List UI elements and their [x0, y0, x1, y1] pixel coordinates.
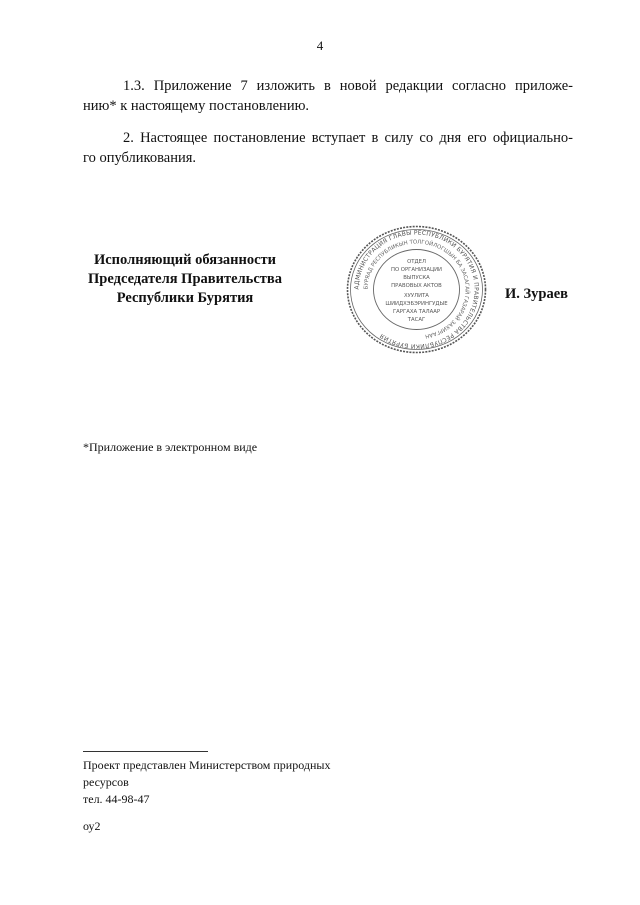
signatory-line: Исполняющий обязанности	[93, 252, 277, 268]
seal-center-text: ТАСАГ	[407, 317, 426, 323]
footer-phone: тел. 44-98-47	[83, 792, 150, 806]
seal-center-text: ХУУЛИТА	[404, 293, 429, 299]
seal-center-text: ОТДЕЛ	[407, 259, 426, 265]
official-seal-stamp	[344, 224, 489, 355]
paragraph-effective-date	[83, 128, 573, 168]
footnote: *Приложение в электронном виде	[83, 440, 258, 454]
seal-center-text: ШИИДХЭБЭРИНГУДЫЕ	[385, 301, 448, 307]
paragraph-amendment	[83, 76, 573, 116]
svg-text:БУРЯАД РЕСПУБЛИКЫН ТОЛГОЙЛОГШЫ	[363, 239, 470, 338]
footer-info	[83, 757, 373, 835]
footer-code: оу2	[83, 819, 101, 833]
signatory-title	[80, 251, 290, 308]
seal-center-text: ВЫПУСКА	[403, 275, 430, 281]
seal-outer-ring-text: АДМИНИСТРАЦИЯ ГЛАВЫ РЕСПУБЛИКИ БУРЯТИЯ И ПРАВИТЕЛЬСТВА РЕСПУБЛИКИ БУРЯТИЯ	[353, 229, 480, 350]
footer-project-line: Проект представлен Министерством природных	[83, 758, 331, 772]
seal-center-text: ПО ОРГАНИЗАЦИИ	[390, 267, 443, 273]
footer-project-line: ресурсов	[83, 775, 129, 789]
paragraph-line: нию* к настоящему постановлению.	[83, 98, 310, 114]
svg-text:АДМИНИСТРАЦИЯ ГЛАВЫ РЕСПУБЛИКИ	[353, 229, 479, 349]
footer-divider	[83, 751, 208, 752]
signatory-line: Председателя Правительства	[88, 271, 282, 287]
seal-inner-ring-text: БУРЯАД РЕСПУБЛИКЫН ТОЛГОЙЛОГШЫН БА ЗАСАГАЙ ГАЗАРАЙ ЗАХИРГААН	[363, 239, 470, 339]
signer-name: И. Зураев	[505, 286, 569, 302]
paragraph-line: го опубликования.	[83, 150, 197, 166]
paragraph-line: 1.3. Приложение 7 изложить в новой редакции согласно приложе-	[123, 78, 573, 94]
signatory-line: Республики Бурятия	[116, 290, 254, 306]
seal-center-text: ГАРГАХА ТАЛААР	[392, 309, 441, 315]
page-number: 4	[316, 38, 324, 53]
paragraph-line: 2. Настоящее постановление вступает в силу со дня его официально-	[123, 130, 573, 146]
seal-center-text: ПРАВОВЫХ АКТОВ	[391, 283, 442, 289]
